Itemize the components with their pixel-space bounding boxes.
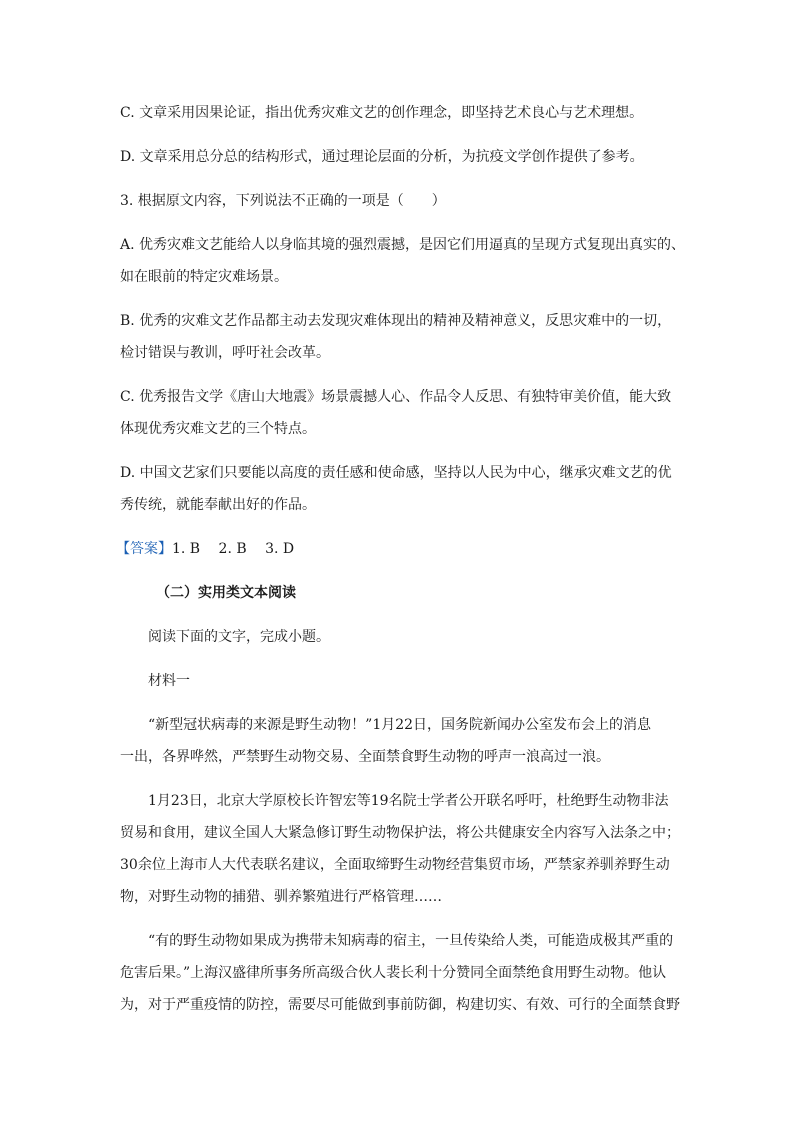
q3-option-c-line-2: 体现优秀灾难文艺的三个特点。 xyxy=(120,421,316,437)
instruction: 阅读下面的文字，完成小题。 xyxy=(148,629,330,645)
q2-option-c: C. 文章采用因果论证，指出优秀灾难文艺的创作理念，即坚持艺术良心与艺术理想。 xyxy=(120,105,644,121)
q3-option-b-line-1: B. 优秀的灾难文艺作品都主动去发现灾难体现出的精神及精神意义，反思灾难中的一切， xyxy=(120,313,672,329)
answer-text: 1. B 2. B 3. D xyxy=(172,541,295,557)
q2-option-d: D. 文章采用总分总的结构形式，通过理论层面的分析，为抗疫文学创作提供了参考。 xyxy=(120,149,644,165)
section-heading: （二）实用类文本阅读 xyxy=(156,585,296,601)
q3-option-d-line-2: 秀传统，就能奉献出好的作品。 xyxy=(120,497,316,513)
material-title: 材料一 xyxy=(148,673,190,689)
paragraph3-line-1: “有的野生动物如果成为携带未知病毒的宿主，一旦传染给人类，可能造成极其严重的 xyxy=(148,933,674,949)
paragraph2-line-4: 物，对野生动物的捕猎、驯养繁殖进行严格管理…… xyxy=(120,889,442,905)
q3-option-a-line-2: 如在眼前的特定灾难场景。 xyxy=(120,269,288,285)
paragraph1-line-2: 一出，各界哗然，严禁野生动物交易、全面禁食野生动物的呼声一浪高过一浪。 xyxy=(120,749,610,765)
answer-line xyxy=(116,539,676,559)
answer-label: 【答案】 xyxy=(116,541,172,557)
paragraph1-line-1: “新型冠状病毒的来源是野生动物！”1月22日，国务院新闻办公室发布会上的消息 xyxy=(148,717,652,733)
q3-option-c-line-1: C. 优秀报告文学《唐山大地震》场景震撼人心、作品令人反思、有独特审美价值，能大致 xyxy=(120,389,672,405)
paragraph3-line-2: 危害后果。”上海汉盛律所事务所高级合伙人裴长利十分赞同全面禁绝食用野生动物。他认 xyxy=(120,965,667,981)
paragraph2-line-2: 贸易和食用，建议全国人大紧急修订野生动物保护法，将公共健康安全内容写入法条之中； xyxy=(120,825,680,841)
paragraph2-line-3: 30余位上海市人大代表联名建议，全面取缔野生动物经营集贸市场，严禁家养驯养野生动 xyxy=(120,857,670,873)
q3-option-b-line-2: 检讨错误与教训，呼吁社会改革。 xyxy=(120,345,330,361)
paragraph3-line-3: 为，对于严重疫情的防控，需要尽可能做到事前防御，构建切实、有效、可行的全面禁食野 xyxy=(120,997,680,1013)
q3-option-d-line-1: D. 中国文艺家们只要能以高度的责任感和使命感，坚持以人民为中心，继承灾难文艺的优 xyxy=(120,465,672,481)
q3-option-a-line-1: A. 优秀灾难文艺能给人以身临其境的强烈震撼，是因它们用逼真的呈现方式复现出真实的、 xyxy=(120,237,686,253)
q3-stem: 3. 根据原文内容，下列说法不正确的一项是（ ） xyxy=(120,193,446,209)
paragraph2-line-1: 1月23日，北京大学原校长许智宏等19名院士学者公开联名呼吁，杜绝野生动物非法 xyxy=(148,793,669,809)
